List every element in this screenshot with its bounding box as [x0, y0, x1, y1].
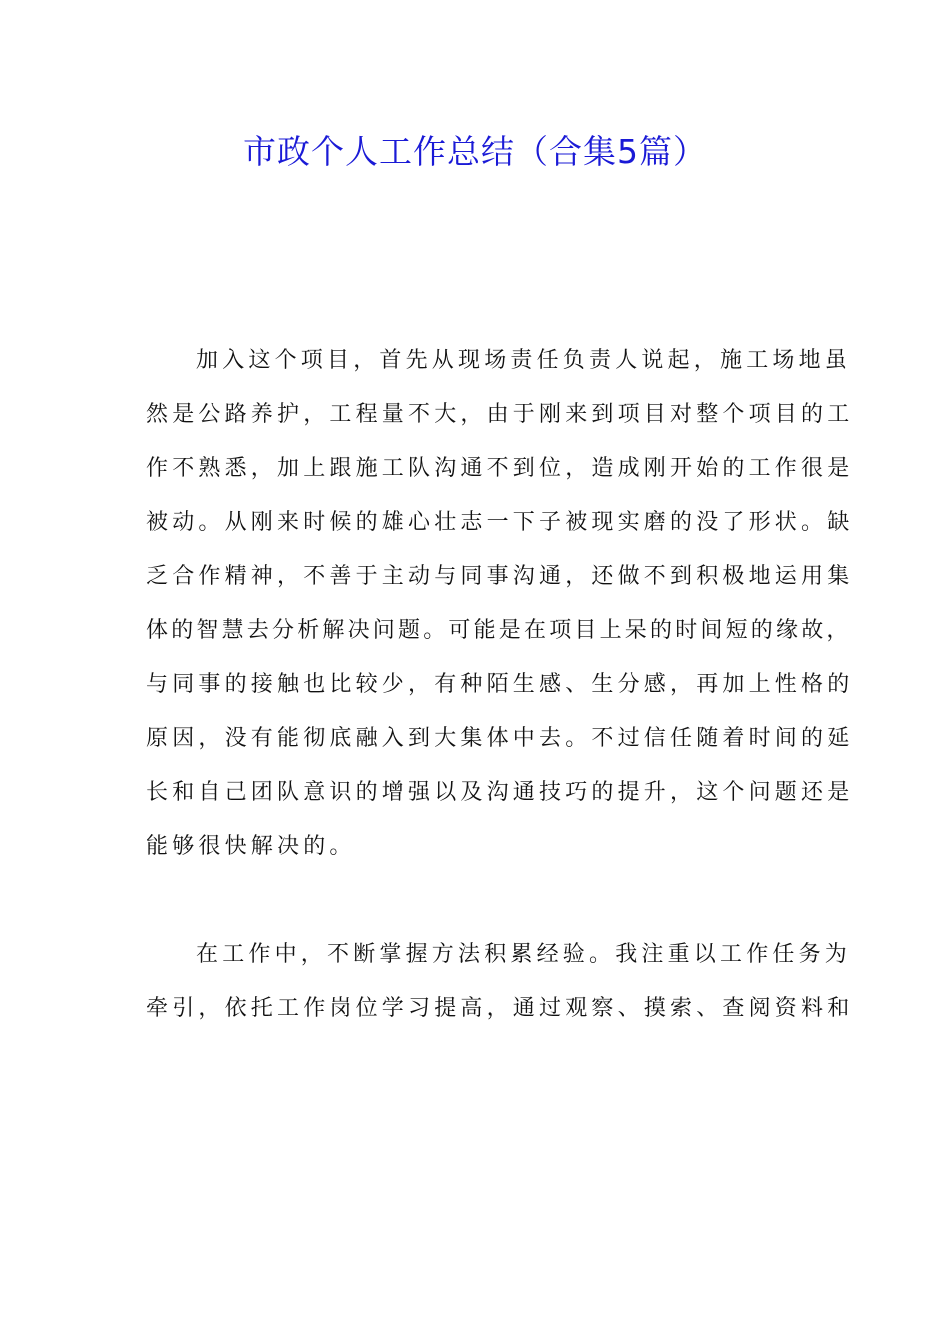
- paragraph-line: 体的智慧去分析解决问题。可能是在项目上呆的时间短的缘故，: [146, 618, 852, 643]
- document-body: [146, 334, 854, 1036]
- paragraph-line: 被动。从刚来时候的雄心壮志一下子被现实磨的没了形状。缺: [146, 510, 854, 535]
- paragraph-line: 然是公路养护，工程量不大，由于刚来到项目对整个项目的工: [146, 402, 854, 427]
- paragraph-line: 与同事的接触也比较少，有种陌生感、生分感，再加上性格的: [146, 672, 854, 697]
- paragraph-line: 牵引，依托工作岗位学习提高，通过观察、摸索、查阅资料和: [146, 996, 854, 1021]
- paragraph-line: 作不熟悉，加上跟施工队沟通不到位，造成刚开始的工作很是: [146, 456, 854, 481]
- paragraph-1: [146, 334, 854, 874]
- paragraph-line: 加入这个项目，首先从现场责任负责人说起，施工场地虽: [196, 348, 852, 373]
- paragraph-line: 原因，没有能彻底融入到大集体中去。不过信任随着时间的延: [146, 726, 854, 751]
- paragraph-2: [146, 928, 854, 1036]
- paragraph-line: 能够很快解决的。: [146, 834, 356, 859]
- paragraph-spacer: [146, 874, 816, 928]
- paragraph-line: 长和自己团队意识的增强以及沟通技巧的提升，这个问题还是: [146, 780, 854, 805]
- document-title: 市政个人工作总结（合集5篇）: [243, 132, 707, 171]
- paragraph-line: 乏合作精神，不善于主动与同事沟通，还做不到积极地运用集: [146, 564, 854, 589]
- paragraph-line: 在工作中，不断掌握方法积累经验。我注重以工作任务为: [196, 942, 852, 967]
